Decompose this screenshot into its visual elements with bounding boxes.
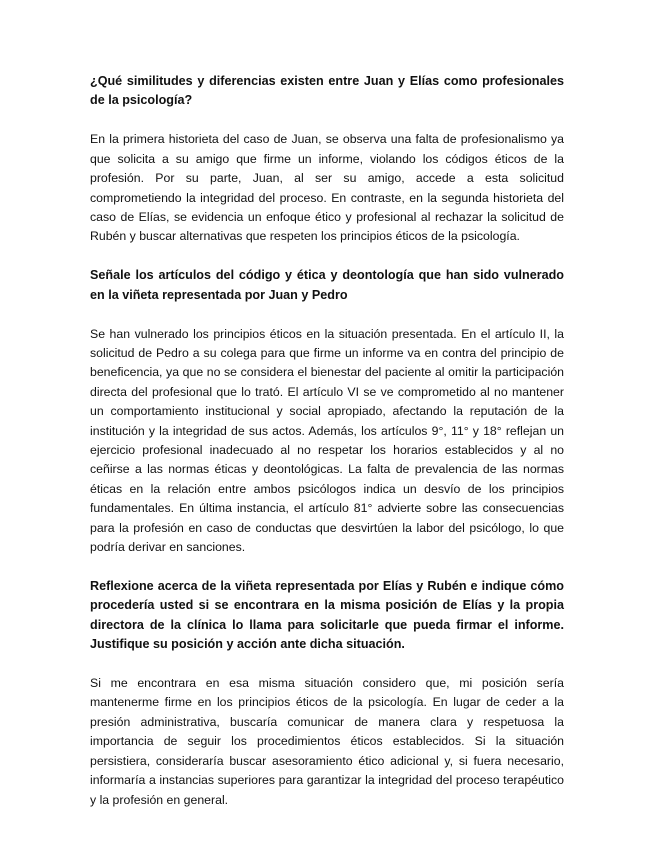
question-1-heading: ¿Qué similitudes y diferencias existen entre Juan y Elías como profesionales de la psicología? <box>90 74 564 108</box>
answer-1-paragraph: En la primera historieta del caso de Juan, se observa una falta de profesionalismo ya que solicita a su amigo que firme un informe, violando los códigos éticos de la profesión. Por su parte, Juan, al ser su amigo, accede a esta solicitud comprometiendo la integridad del proceso. En contraste, en la segunda historieta del caso de Elías, se evidencia un enfoque ético y profesional al rechazar la solicitud de Rubén y buscar alternativas que respeten los principios éticos de la psicología. <box>90 132 564 244</box>
question-2-heading: Señale los artículos del código y ética y deontología que han sido vulnerado en la viñeta representada por Juan y Pedro <box>90 268 564 302</box>
question-3-heading: Reflexione acerca de la viñeta representada por Elías y Rubén e indique cómo procedería usted si se encontrara en la misma posición de Elías y la propia directora de la clínica lo llama para solicitarle que pueda firmar el informe. Justifique su posición y acción ante dicha situación. <box>90 578 564 652</box>
answer-2-paragraph: Se han vulnerado los principios éticos en la situación presentada. En el artículo II, la solicitud de Pedro a su colega para que firme un informe va en contra del principio de beneficencia, ya que no se considera el bienestar del paciente al omitir la participación directa del profesional que lo trató. El artículo VI se ve comprometido al no mantener un comportamiento institucional y social apropiado, afectando la reputación de la institución y la integridad de sus actos. Además, los artículos 9°, 11° y 18° reflejan un ejercicio profesional inadecuado al no respetar los horarios establecidos y al no ceñirse a las normas éticas y deontológicas. La falta de prevalencia de las normas éticas en la relación entre ambos psicólogos indica un desvío de los principios fundamentales. En última instancia, el artículo 81° advierte sobre las consecuencias para la profesión en caso de conductas que desvirtúen la labor del psicólogo, lo que podría derivar en sanciones. <box>90 326 564 555</box>
answer-3-paragraph: Si me encontrara en esa misma situación considero que, mi posición sería mantenerme firme en los principios éticos de la psicología. En lugar de ceder a la presión administrativa, buscaría comunicar de manera clara y respetuosa la importancia de seguir los procedimientos éticos establecidos. Si la situación persistiera, consideraría buscar asesoramiento ético adicional y, si fuera necesario, informaría a instancias superiores para garantizar la integridad del proceso terapéutico y la profesión en general. <box>90 676 564 807</box>
document-page <box>90 72 564 810</box>
